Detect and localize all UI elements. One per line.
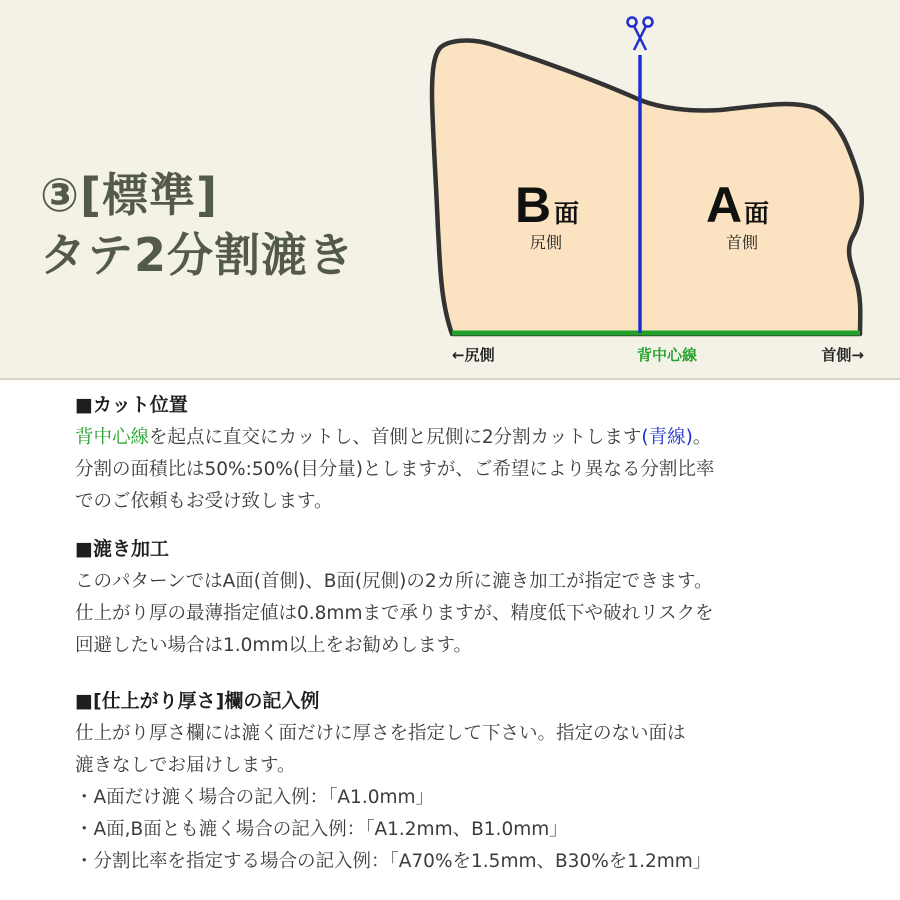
section-heading-skiving: ■漉き加工 — [75, 538, 169, 560]
pattern-title — [40, 165, 355, 285]
example-item: ・A面,B面とも漉く場合の記入例：「A1.2mm、B1.0mm」 — [75, 819, 568, 840]
label-neck-side: 首側→ — [821, 346, 864, 364]
cut-text-middle: を起点に直交にカットし、首側と尻側に2分割カットします — [149, 427, 642, 448]
example-paragraph-line1: 仕上がり厚さ欄には漉く面だけに厚さを指定して下さい。指定のない面は — [75, 723, 686, 744]
scissors-icon — [628, 18, 653, 51]
face-a-letter: A — [706, 177, 743, 233]
skiving-paragraph-line3: 回避したい場合は1.0mm以上をお勧めします。 — [75, 635, 472, 656]
section-heading-cut-position: ■カット位置 — [75, 394, 188, 416]
face-b-sub: 尻側 — [529, 233, 563, 252]
label-spine-center: 背中心線 — [636, 346, 698, 364]
face-b-kanji: 面 — [554, 199, 580, 228]
face-a-sub: 首側 — [725, 233, 759, 252]
pattern-title-line1: ③[標準] — [40, 168, 218, 222]
skiving-paragraph-line1: このパターンではA面(首側)、B面(尻側)の2カ所に漉き加工が指定できます。 — [75, 571, 713, 592]
spine-line-term: 背中心線 — [75, 427, 150, 448]
example-item: ・A面だけ漉く場合の記入例：「A1.0mm」 — [75, 787, 435, 808]
illustration-panel — [0, 0, 900, 380]
cut-text-end: 。 — [692, 427, 712, 448]
example-paragraph-line2: 漉きなしでお届けします。 — [75, 755, 296, 776]
skiving-paragraph-line2: 仕上がり厚の最薄指定値は0.8mmまで承りますが、精度低下や破れリスクを — [75, 603, 714, 624]
leather-hide-shape — [432, 41, 862, 334]
label-buttock-side: ←尻側 — [452, 346, 495, 364]
pattern-title-line2: タテ2分割漉き — [40, 228, 356, 282]
leather-cut-diagram — [420, 8, 890, 373]
example-item: ・分割比率を指定する場合の記入例：「A70%を1.5mm、B30%を1.2mm」 — [75, 851, 712, 872]
cut-paragraph-line2: 分割の面積比は50%:50%(目分量)としますが、ご希望により異なる分割比率 — [75, 459, 715, 480]
blue-line-note: (青線) — [641, 427, 693, 448]
face-a-kanji: 面 — [744, 199, 770, 228]
face-b-letter: B — [515, 177, 552, 233]
cut-paragraph-line1 — [75, 422, 865, 454]
section-heading-thickness-example: ■[仕上がり厚さ]欄の記入例 — [75, 690, 320, 712]
cut-paragraph-line3: でのご依頼もお受け致します。 — [75, 491, 333, 512]
description-content — [75, 388, 865, 878]
